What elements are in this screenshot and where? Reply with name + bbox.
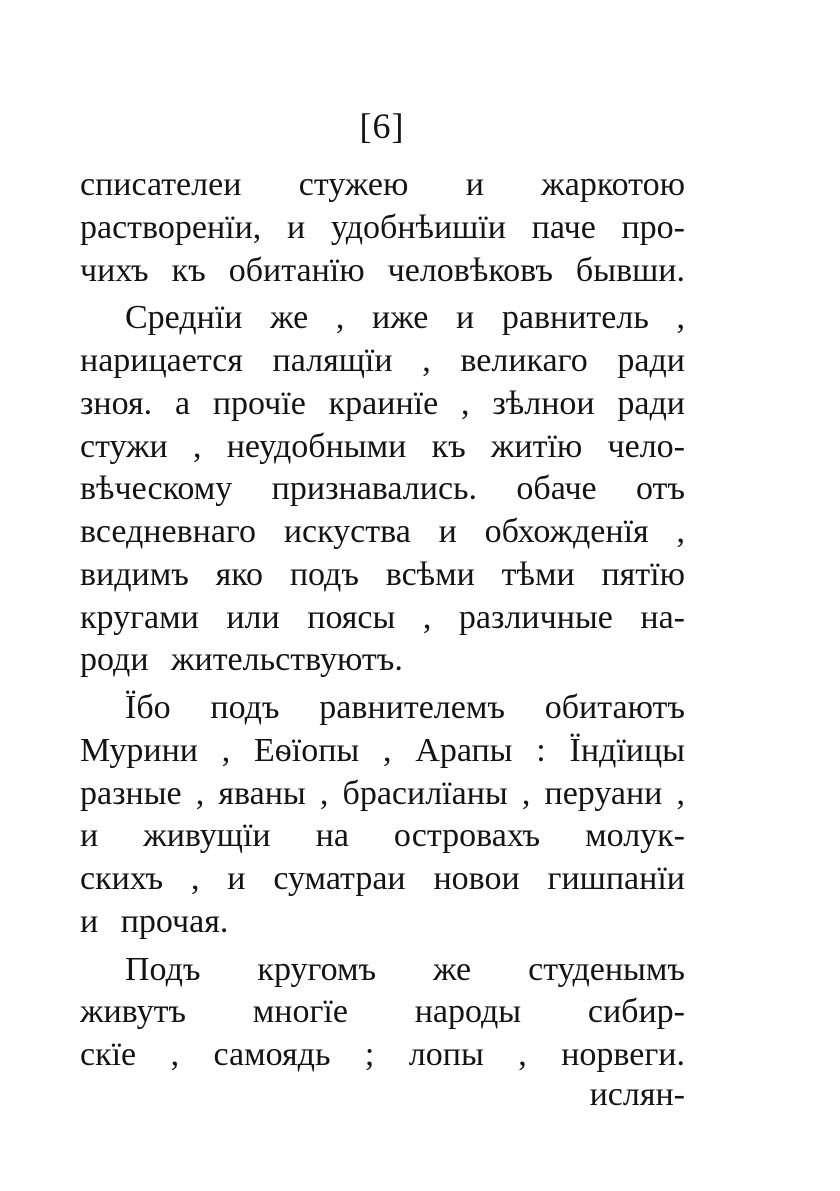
text-line: роди жительствуютъ. xyxy=(80,641,403,679)
text-line: видимъ яко подъ всѣми тѣми пятїю xyxy=(80,555,685,593)
text-line: скїе , самоядь ; лопы , норвеги. xyxy=(80,1036,685,1073)
text-line: растворенїи, и удобнѣишїи паче про- xyxy=(80,208,685,246)
text-line: нарицается палящїи , великаго ради xyxy=(80,342,685,379)
text-line: живутъ многїе народы сибир- xyxy=(80,993,685,1031)
text-line: Їбо подъ равнителемъ обитаютъ xyxy=(125,689,685,726)
text-body xyxy=(80,164,685,1077)
text-line: и живущїи на островахъ молук- xyxy=(80,817,685,855)
text-line: скихъ , и суматраи новои гишпанїи xyxy=(80,860,685,897)
catchword: ислян- xyxy=(589,1076,685,1113)
text-line: вѣческому признавались. обаче отъ xyxy=(80,470,685,508)
text-line: Подъ кругомъ же студенымъ xyxy=(125,950,685,988)
text-line: кругами или поясы , различные на- xyxy=(80,598,685,636)
text-line: зноя. а прочїе краинїе , зѣлнои ради xyxy=(80,384,685,422)
paragraph xyxy=(80,949,685,1077)
text-line: разные , яваны , брасилїаны , перуани , xyxy=(80,774,685,812)
paragraph xyxy=(80,687,685,944)
text-line: и прочая. xyxy=(80,902,229,940)
text-line: чихъ къ обитанїю человѣковъ бывши. xyxy=(80,251,685,289)
text-line: стужи , неудобными къ житїю чело- xyxy=(80,427,685,465)
text-line: Мурини , Еѳїопы , Арапы : Їндїицы xyxy=(80,731,685,769)
text-line: вседневнаго искуства и обхожденїя , xyxy=(80,513,685,550)
page-number: [6] xyxy=(359,106,405,146)
paragraph xyxy=(80,297,685,682)
paragraph xyxy=(80,164,685,292)
text-line: Среднїи же , иже и равнитель , xyxy=(125,299,685,337)
text-line: списателеи стужею и жаркотою xyxy=(80,166,685,203)
